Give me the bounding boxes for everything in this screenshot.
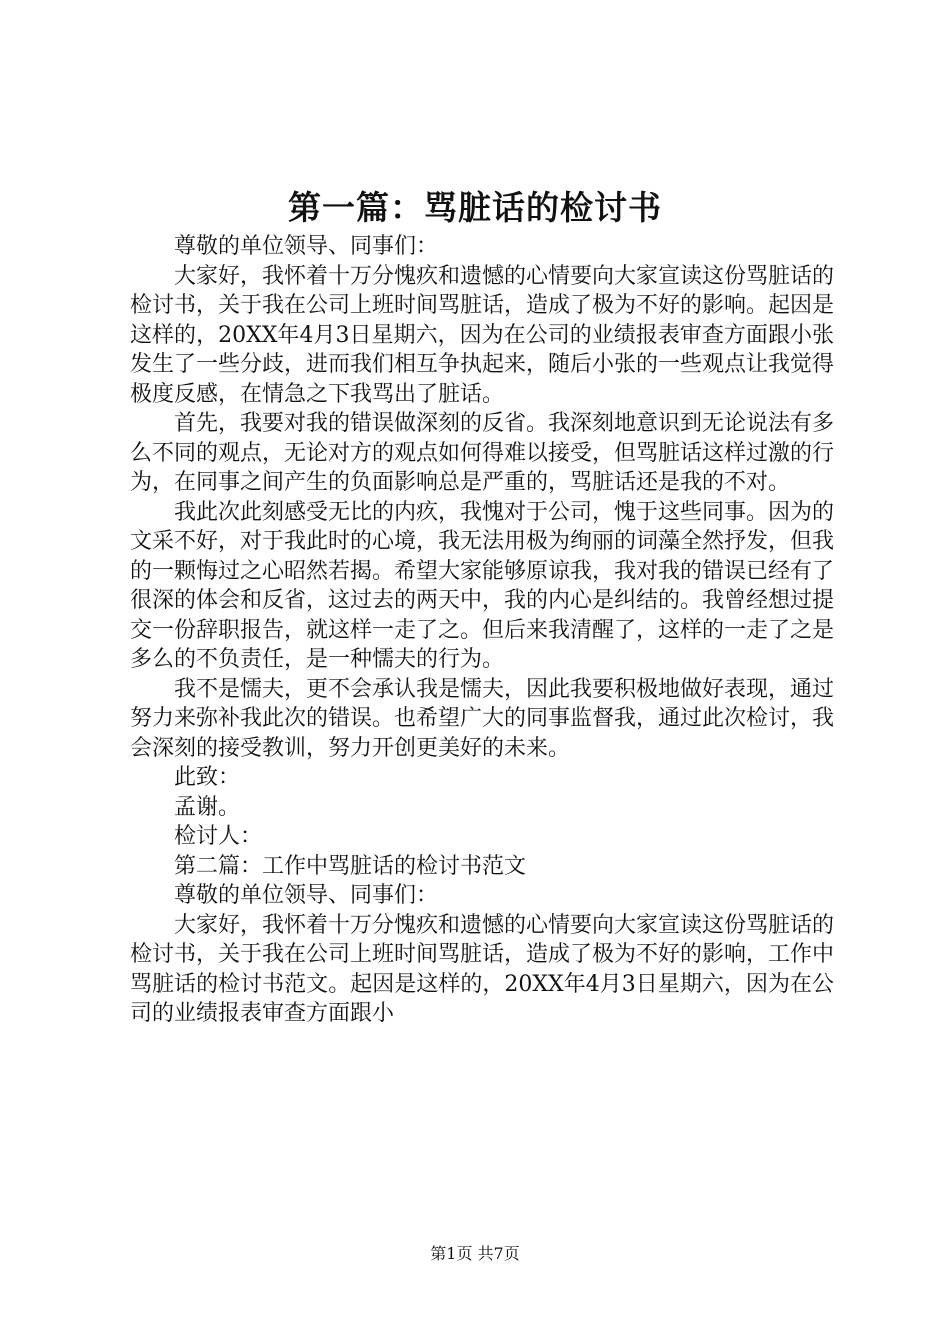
paragraph: 首先，我要对我的错误做深刻的反省。我深刻地意识到无论说法有多么不同的观点，无论对方的观点如何得难以接受，但骂脏话这样过激的行为，在同事之间产生的负面影响总是严重的，骂脏话还是我的不对。 (130, 411, 835, 495)
paragraph: 我此次此刻感受无比的内疚，我愧对于公司，愧于这些同事。因为的文采不好，对于我此时的心境，我无法用极为绚丽的词藻全然抒发，但我的一颗悔过之心昭然若揭。希望大家能够原谅我，我对我的错误已经有了很深的体会和反省，这过去的两天中，我的内心是纠结的。我曾经想过提交一份辞职报告，就这样一走了之。但后来我清醒了，这样的一走了之是多么的不负责任，是一种懦夫的行为。 (130, 499, 835, 672)
paragraph-closing: 孟谢。 (174, 794, 241, 820)
paragraph-closing: 此致： (174, 765, 241, 790)
paragraph: 大家好，我怀着十万分愧疚和遗憾的心情要向大家宣读这份骂脏话的检讨书，关于我在公司上班时间骂脏话，造成了极为不好的影响。起因是这样的，20XX年4月3日星期六，因为在公司的业绩报表审查方面跟小张发生了一些分歧，进而我们相互争执起来，随后小张的一些观点让我觉得极度反感，在情急之下我骂出了脏话。 (130, 263, 835, 407)
paragraph-signature: 检讨人： (174, 824, 263, 849)
page-number-footer: 第1页 共7页 (430, 1244, 520, 1263)
document-title: 第一篇：骂脏话的检讨书 (288, 188, 662, 227)
paragraph: 我不是懦夫，更不会承认我是懦夫，因此我要积极地做好表现，通过努力来弥补我此次的错误。也希望广大的同事监督我，通过此次检讨，我会深刻的接受教训，努力开创更美好的未来。 (130, 676, 835, 761)
section-heading: 第二篇：工作中骂脏话的检讨书范文 (174, 853, 527, 879)
paragraph-salutation: 尊敬的单位领导、同事们： (174, 883, 439, 908)
paragraph: 大家好，我怀着十万分愧疚和遗憾的心情要向大家宣读这份骂脏话的检讨书，关于我在公司上班时间骂脏话，造成了极为不好的影响，工作中骂脏话的检讨书范文。起因是这样的，20XX年4月3日星期六，因为在公司的业绩报表审查方面跟小 (130, 912, 835, 1026)
paragraph-salutation: 尊敬的单位领导、同事们： (174, 234, 439, 259)
document-body (130, 232, 834, 1029)
